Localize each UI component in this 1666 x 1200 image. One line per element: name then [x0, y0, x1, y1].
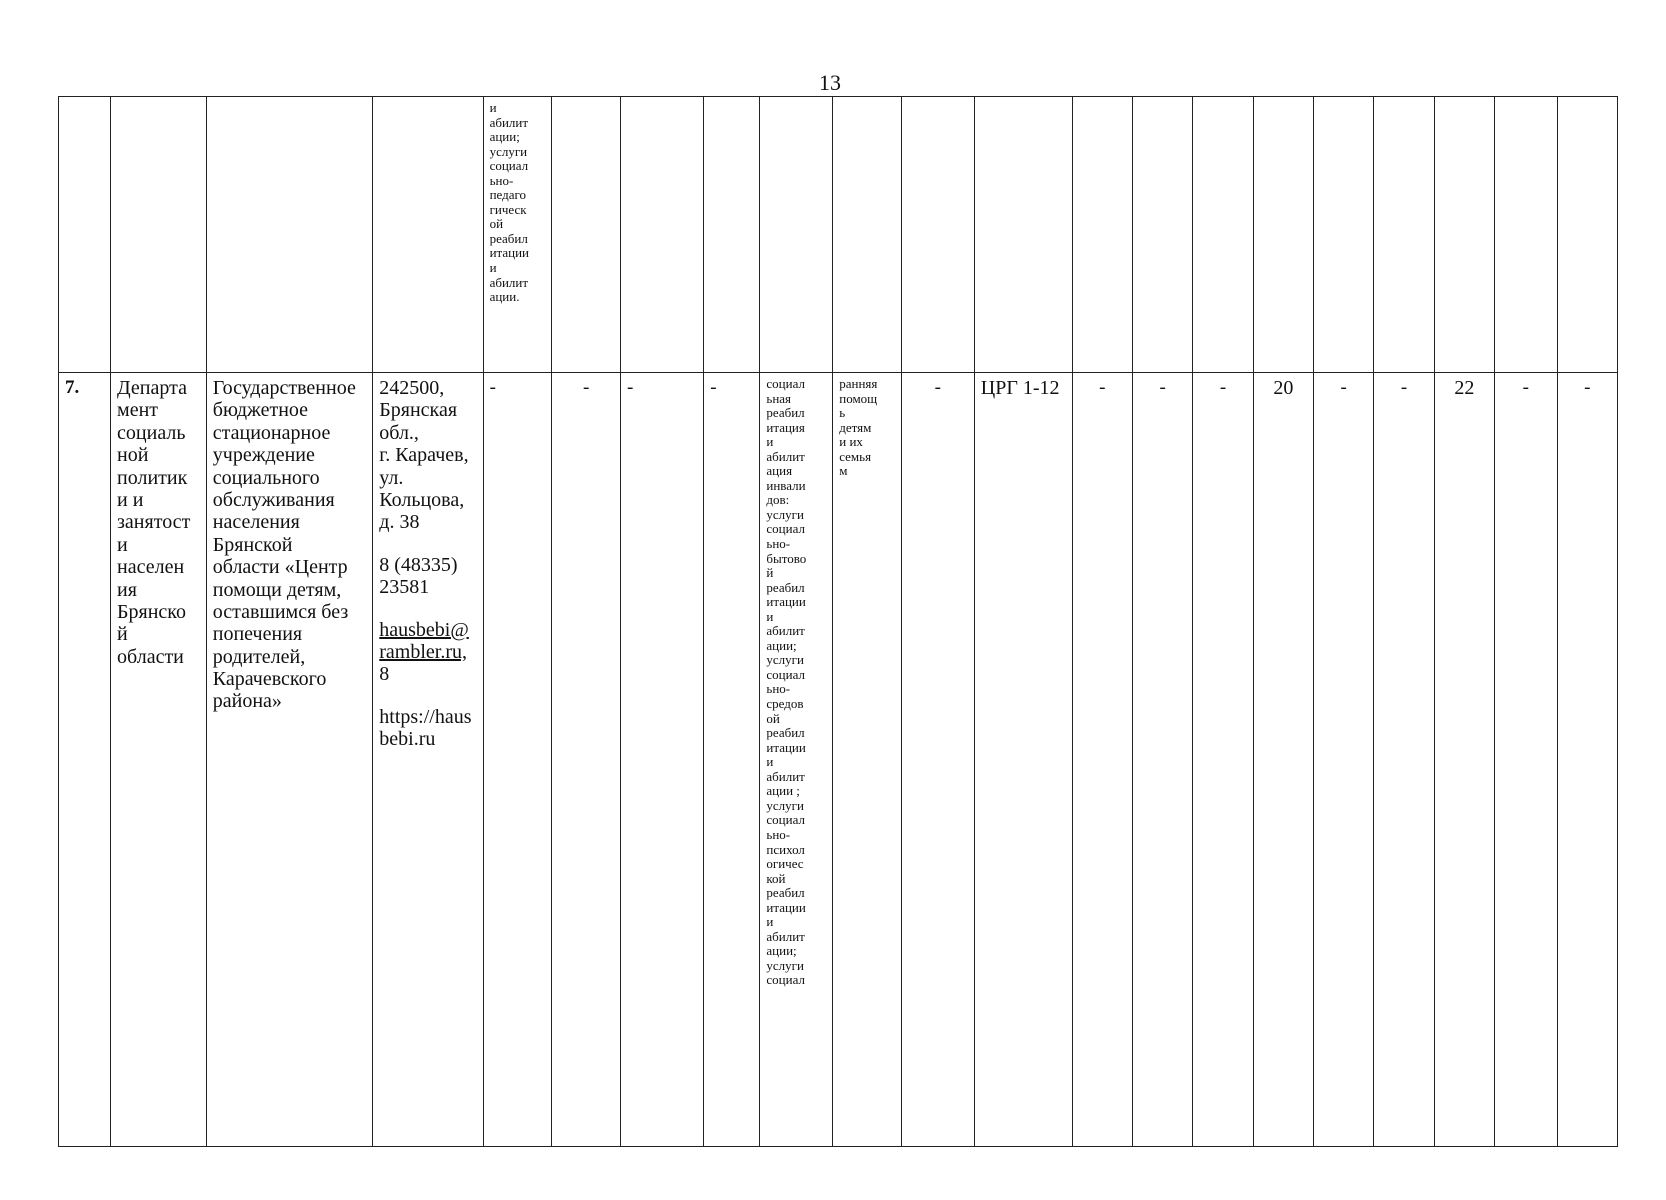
address-line: г. Карачев,	[379, 444, 469, 467]
institution-cell	[206, 373, 373, 1147]
cont-cell	[1434, 97, 1494, 373]
services-line: кой	[766, 870, 786, 886]
services-line: социал	[766, 521, 805, 537]
cell-col11: -	[901, 373, 974, 1147]
department-line: социаль	[117, 421, 186, 444]
services-line: ьно-	[766, 681, 791, 697]
services-line: средов	[766, 696, 804, 712]
services-line: услуги	[766, 506, 804, 522]
services-line: ации ;	[766, 783, 800, 799]
cell-col17: -	[1314, 373, 1374, 1147]
services-line: абилит	[766, 623, 805, 639]
services-line: ьно-	[766, 536, 791, 552]
cont-cell-address	[373, 97, 483, 373]
address-line: Кольцова,	[379, 488, 465, 511]
cont-services-line: и	[489, 100, 497, 115]
cell-col20: -	[1495, 373, 1557, 1147]
services-line: абилит	[766, 768, 805, 784]
department-line: Департа	[117, 377, 187, 399]
services-line: и	[766, 914, 774, 930]
institution-line: населения	[212, 511, 300, 534]
institution-line: обслуживания	[212, 488, 335, 511]
department-cell	[111, 373, 207, 1147]
department-line: и	[117, 533, 128, 556]
cont-cell	[1132, 97, 1192, 373]
services-line: инвали	[766, 477, 806, 493]
registry-table-wrapper	[58, 96, 1618, 1146]
address-cell	[373, 373, 483, 1147]
spacer	[379, 599, 476, 619]
services-line: бытово	[766, 550, 807, 566]
services-line: социал	[766, 376, 805, 391]
cont-services-line: абилит	[489, 274, 529, 290]
institution-line: Государственное	[212, 377, 356, 399]
page-number: 13	[819, 70, 841, 95]
cell-col12: ЦРГ 1-12	[974, 373, 1072, 1147]
services-line: реабил	[766, 725, 805, 741]
department-line: и и	[117, 488, 144, 511]
services-line: ой	[766, 710, 780, 726]
institution-line: социального	[212, 466, 320, 489]
cont-cell-department	[111, 97, 207, 373]
services-line: услуги	[766, 957, 804, 973]
institution-line: области «Центр	[212, 556, 348, 579]
cont-cell-services	[483, 97, 552, 373]
services-line: социал	[766, 972, 805, 988]
cont-services-line: итации	[489, 245, 530, 261]
cell-col16: 20	[1253, 373, 1313, 1147]
email-line: 8	[379, 663, 390, 686]
services-line: ация	[766, 463, 793, 479]
table-row-7	[59, 373, 1618, 1147]
department-line: области	[117, 645, 184, 668]
services-line: социал	[766, 666, 805, 682]
cont-services-line: социал	[489, 158, 529, 174]
address-line: обл.,	[379, 421, 419, 444]
services-line: абилит	[766, 928, 805, 944]
site-line: bebi.ru	[379, 728, 436, 751]
cont-services-line: педаго	[489, 187, 527, 203]
institution-line: учреждение	[212, 444, 315, 467]
early-help-line: м	[839, 463, 848, 479]
row-number: 7.	[59, 373, 111, 1147]
services-line: ации;	[766, 943, 797, 959]
institution-line: бюджетное	[212, 399, 309, 422]
institution-line: родителей,	[212, 645, 306, 668]
cont-cell	[552, 97, 621, 373]
department-line: мент	[117, 399, 159, 422]
cont-services-line: и	[489, 260, 497, 276]
cont-cell	[1557, 97, 1617, 373]
address-line: Брянская	[379, 399, 458, 422]
address-line: ул.	[379, 466, 404, 489]
cont-cell	[1374, 97, 1434, 373]
services-line: ьная	[766, 390, 792, 406]
services-line: реабил	[766, 579, 805, 595]
cont-cell	[704, 97, 760, 373]
department-line: й	[117, 623, 128, 646]
early-help-line: помощ	[839, 390, 878, 406]
email-link[interactable]: rambler.ru,	[379, 640, 468, 663]
cell-col6: -	[552, 373, 621, 1147]
cont-cell	[760, 97, 833, 373]
services-line: услуги	[766, 652, 804, 668]
institution-line: Брянской	[212, 533, 293, 556]
services-line: ьно-	[766, 826, 791, 842]
cont-cell	[620, 97, 703, 373]
cont-cell	[974, 97, 1072, 373]
services-line: й	[766, 565, 774, 581]
cont-services-line: услуги	[489, 143, 528, 159]
department-line: ной	[117, 444, 149, 467]
services-line: огичес	[766, 856, 804, 872]
services-line: ации;	[766, 637, 797, 653]
early-help-line: ранняя	[839, 376, 878, 391]
cell-col13: -	[1072, 373, 1132, 1147]
cell-col21: -	[1557, 373, 1617, 1147]
site-line: https://haus	[379, 705, 472, 728]
institution-line: Карачевского	[212, 668, 327, 691]
cont-cell	[901, 97, 974, 373]
cell-col14: -	[1132, 373, 1192, 1147]
cell-col7: -	[620, 373, 703, 1147]
cont-services-line: реабил	[489, 230, 528, 246]
cell-col19: 22	[1434, 373, 1494, 1147]
cont-cell	[1314, 97, 1374, 373]
department-line: населен	[117, 556, 185, 579]
services-line: реабил	[766, 405, 805, 421]
institution-line: оставшимся без	[212, 600, 349, 623]
department-line: занятост	[117, 511, 191, 534]
cell-col15: -	[1193, 373, 1253, 1147]
address-line: 242500,	[379, 377, 445, 399]
cont-services-line: гическ	[489, 201, 527, 217]
cont-services-line: ации.	[489, 289, 520, 305]
cont-cell-institution	[206, 97, 373, 373]
services-line: итации	[766, 594, 806, 610]
department-line: политик	[117, 466, 188, 489]
services-line: и	[766, 754, 774, 770]
services-line: услуги	[766, 797, 804, 813]
registry-table	[58, 96, 1618, 1147]
address-line: д. 38	[379, 511, 420, 534]
institution-line: стационарное	[212, 421, 331, 444]
institution-line: района»	[212, 690, 282, 713]
cell-col18: -	[1374, 373, 1434, 1147]
services-line: реабил	[766, 885, 805, 901]
cont-cell-number	[59, 97, 111, 373]
department-line: ия	[117, 578, 137, 601]
services-line: дов:	[766, 492, 790, 508]
early-help-line: детям	[839, 419, 872, 435]
spacer	[379, 686, 476, 706]
phone-line: 8 (48335)	[379, 553, 458, 576]
early-help-line: и их	[839, 434, 863, 450]
services-line: и	[766, 434, 774, 450]
services-line: итации	[766, 899, 806, 915]
early-help-cell	[833, 373, 902, 1147]
services-line: итация	[766, 419, 805, 435]
cont-services-line: абилит	[489, 114, 529, 130]
cont-cell	[1072, 97, 1132, 373]
cont-cell	[833, 97, 902, 373]
services-line: социал	[766, 812, 805, 828]
email-link[interactable]: hausbebi@	[379, 618, 469, 641]
cont-cell	[1253, 97, 1313, 373]
cell-col5: -	[483, 373, 552, 1147]
institution-line: попечения	[212, 623, 303, 646]
cont-services-line: ации;	[489, 129, 520, 145]
services-line: абилит	[766, 448, 805, 464]
cont-services-line: ьно-	[489, 172, 514, 188]
early-help-line: ь	[839, 405, 846, 421]
continuation-row	[59, 97, 1618, 373]
cont-services-line: ой	[489, 216, 504, 232]
cell-col8: -	[704, 373, 760, 1147]
cont-cell	[1495, 97, 1557, 373]
services-line: и	[766, 608, 774, 624]
early-help-line: семья	[839, 448, 872, 464]
department-line: Брянско	[117, 600, 186, 623]
services-line: психол	[766, 841, 805, 857]
phone-line: 23581	[379, 576, 430, 599]
institution-line: помощи детям,	[212, 578, 342, 601]
cont-cell	[1193, 97, 1253, 373]
spacer	[379, 534, 476, 554]
services-line: итации	[766, 739, 806, 755]
services-cell	[760, 373, 833, 1147]
